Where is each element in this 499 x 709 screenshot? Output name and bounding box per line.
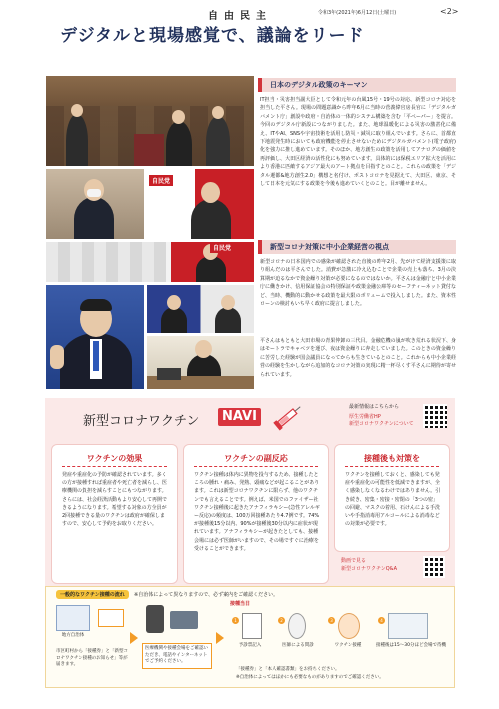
step-number: 3: [328, 617, 335, 624]
vaccination-flow: [45, 586, 455, 688]
photo-masked-speaker: [45, 168, 145, 240]
navi-tag: NAVI: [218, 408, 261, 426]
masthead: [0, 4, 499, 44]
day-step-2: 医師による問診: [282, 643, 314, 648]
card-title: ワクチンの効果: [62, 453, 167, 467]
headline: デジタルと現場感覚で、議論をリード: [60, 26, 365, 46]
section-body-sme-policy-2: 平さんはもともと大田市場の青果仲卸の三代目。金融危機の嵐が吹き荒れる状況下、身はモートラでキャベツを運び、夜は資金繰りに奔走していました。このときの資金繰りに苦労した経験が国会議員になってからも生きているとのこと。これからも中小企業経営の経験を生かしながら追加的なコロナ対策の実現に精一杯尽くす平さんに期待が寄せられています。: [260, 338, 456, 378]
qr-code-mhlw[interactable]: [423, 404, 447, 428]
step-reserve-desc: 医療機関や接種会場をご確認いただき、電話やインターネットでご予約ください。: [142, 643, 212, 669]
paper-name: 自由民主: [208, 11, 272, 22]
photo-collage: [45, 75, 255, 390]
qr-label-latest: 最新情報はこちらから: [349, 404, 400, 410]
waiting-icon: [388, 613, 428, 639]
qr-label-mhlw: 厚生労働省HP: [349, 414, 381, 420]
envelope-icon: [98, 609, 124, 627]
day-step-1: 予診票記入: [238, 643, 262, 648]
card-title: 接種後も対策を: [345, 453, 439, 467]
section-body-digital-policy: IT担当・災害担当副大臣として令和元年の台風15号・19号の対応、新型コロナ対応を担当した平さん。現場の問題意識から昨年6月に当時の菅義偉官房長官に「デジタルガバメント庁」創設や政府・自治体の一体的システム構築を含む「平ペーパー」を提言。今回のデジタル庁新設につながりました。また、地球温暖化による災害の激甚化に備え、ITやAI、SNSや宇宙技術を活用し防災・減災に取り組んでいます。さらに、首都直下地震発生時においても政府機能を停止させないためにデジタルガバメント(電子政府)化を強力に推し進めています。そのほか、地方創生の政策を活用してアナログの価値を再評価し、大田区経済の活性化にも努めています。具体的には保税エリア拡大を活用により香港に匹敵するアジア最大のアート拠点を目指すとのこと。これらの政策を「デジタル遷都&地方創生2.0」構想と名付け、ポストコロナを見据えて、大田区、東京、そして日本を元気にする政策を今後も進めていくとのこと。目が離せません。: [260, 97, 456, 188]
section-body-sme-policy-1: 新型コロナの日本国内での感染が確認された直後の昨年2月、先がけて経済支援策に取り組んだのは平さんでした。消費が急激に冷え込むことで企業の売上も落ち、3月の決算期が迫るなかで資金繰り対策が必要になるのではないか。平さんは金融庁と中小企業庁に働きかけ、信用保証協会の特別保証や政策金融公庫等のセーフティーネット貸付など、当時、機動的に動かせる政策を最大限のボリュームで投入しました。また、資本性ローンの検討もいち早く政府に提言しました。: [260, 259, 456, 308]
photo-diet-session: [45, 75, 255, 167]
day-title: 接種当日: [230, 601, 251, 607]
navi-title: 新型コロナワクチン: [83, 414, 200, 429]
card-side-effects: [183, 444, 329, 584]
step-city-desc: 市区町村から「接種券」と「新型コロナワクチン接種のお知らせ」等が届きます。: [56, 649, 128, 667]
qr-label-video: 動画で見る: [341, 558, 367, 564]
qr-label-vaccine-info: 新型コロナワクチンについて: [349, 421, 414, 427]
step-number: 2: [278, 617, 285, 624]
syringe-icon: [271, 402, 305, 432]
photo-main-portrait: [45, 284, 145, 390]
section-title-digital-policy: 日本のデジタル政策のキーマン: [258, 78, 456, 92]
card-vaccine-effect: [51, 444, 178, 584]
photo-studio-panel: [146, 284, 255, 334]
phone-icon: [146, 605, 164, 633]
day-note-check: ※自治体によってはほかにも必要なものがありますのでご確認ください。: [236, 675, 384, 680]
arrow-right-icon: [130, 632, 138, 644]
step-number: 4: [378, 617, 385, 624]
flow-note: ※自治体によって異なりますので、必ず案内をご確認ください。: [134, 592, 279, 598]
section-title-sme-policy: 新型コロナ対策に中小企業経営の視点: [258, 240, 456, 254]
flow-tag: 一般的なワクチン接種の流れ: [56, 590, 129, 599]
arrow-right-icon: [216, 632, 224, 644]
step-city-label: 地方自治体: [61, 633, 85, 638]
ldp-badge: 自民党: [210, 242, 234, 253]
card-title: ワクチンの副反応: [194, 453, 318, 467]
doctor-icon: [288, 613, 306, 639]
ldp-badge: 自民党: [149, 175, 173, 186]
laptop-icon: [170, 611, 198, 629]
photo-press-conference: [45, 241, 255, 283]
photo-ldp-meeting: [146, 168, 255, 240]
card-text: 発症や重症化の予防が確認されています。多くの方が接種すれば重症者や死亡者を減らし、医療機関の負担を減らすことにもつながります。さらには、社会経済活動もより安心して再開できるようになります。希望する対象の方全員が2回接種できる量のワクチンは政府が確保しますので、安心して予約をお取りください。: [62, 472, 168, 528]
day-note-bring: 「接種券」と「本人確認書類」をお持ちください。: [236, 667, 340, 672]
day-step-3: ワクチン接種: [334, 643, 362, 648]
step-number: 1: [232, 617, 239, 624]
page-number: <2>: [440, 7, 459, 16]
card-after-vaccination: [334, 444, 450, 552]
injection-icon: [338, 613, 360, 639]
card-text: ワクチン接種は体内に異物を投与するため、接種したところの腫れ・痛み、発熱、頭痛などが起こることがあります。これは新型コロナワクチンに限らず、他のワクチンでも言えることです。例えば、米国でのファイザー社ワクチン接種後に起きたアナフィラキシー(急性アレルギー反応)の頻度は、100万回接種あたり4.7例です。74%が接種後15分以内、90%が接種後30分以内に症状が現れています。アナフィラキシーが起きたとしても、接種会場には必ず医師がいますので、その場ですぐに治療を受けることができます。: [194, 472, 320, 552]
qr-code-qa[interactable]: [423, 556, 445, 578]
card-text: ワクチンを接種しておくと、感染しても発症や重症化の可能性を低減できますが、全く感染しなくなるわけではありません。引き続き、密集・密接・密閉の「3つの密」の回避、マスクの着用、石けんによる手洗いや手指消毒用アルコールによる消毒などの対策が必要です。: [345, 472, 441, 528]
city-hall-icon: [56, 605, 90, 631]
clipboard-icon: [242, 613, 262, 639]
photo-desk-laptop: [146, 335, 255, 390]
day-step-4: 接種後は15〜30分ほど会場で待機: [376, 643, 446, 648]
qr-label-qa: 新型コロナワクチンQ&A: [341, 566, 398, 572]
issue-date: 令和3年(2021年)6月12日(土曜日): [318, 10, 397, 16]
